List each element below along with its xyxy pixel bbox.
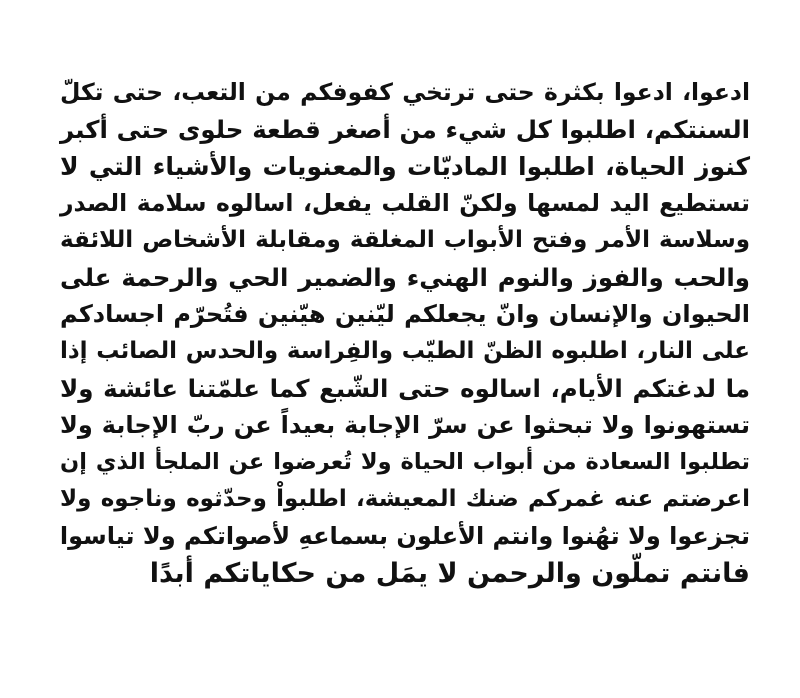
text-line: كنوز الحياة، اطلبوا الماديّات والمعنويات والأشياء التي لا xyxy=(60,152,750,181)
text-line: والحب والفوز والنوم الهنيء والضمير الحي والرحمة على xyxy=(60,263,750,292)
arabic-text-block xyxy=(60,74,750,592)
text-line: تستهونوا ولا تبحثوا عن سرّ الإجابة بعيداً عن ربّ الإجابة ولا xyxy=(60,411,750,439)
text-line: ما لدغتكم الأيام، اسالوه حتى الشّبع كما علمّتنا عائشة ولا xyxy=(60,374,750,403)
text-line: تطلبوا السعادة من أبواب الحياة ولا تُعرضوا عن الملجأ الذي إن xyxy=(60,449,750,475)
text-line: تستطيع اليد لمسها ولكنّ القلب يفعل، اسالوه سلامة الصدر xyxy=(60,189,750,217)
text-line: وسلاسة الأمر وفتح الأبواب المغلقة ومقابلة الأشخاص اللائقة xyxy=(60,227,750,253)
text-line: تجزعوا ولا تهُنوا وانتم الأعلون بسماعهِ لأصواتكم ولا تياسوا xyxy=(59,522,750,550)
text-line: الحيوان والإنسان وانّ يجعلكم ليّنين هيّنين فتُحرّم اجسادكم xyxy=(60,300,750,328)
text-line: ادعوا، ادعوا بكثرة حتى ترتخي كفوفكم من التعب، حتى تكلّ xyxy=(60,78,750,106)
text-line-last: فانتم تملّون والرحمن لا يمَل من حكاياتكم أبدًا xyxy=(149,558,750,589)
text-line: اعرضتم عنه غمركم ضنك المعيشة، اطلبواْ وحدّثوه وناجوه ولا xyxy=(60,486,750,512)
text-line: على النار، اطلبوه الظنّ الطيّب والفِراسة والحدس الصائب إذا xyxy=(60,338,750,364)
text-line: السنتكم، اطلبوا كل شيء من أصغر قطعة حلوى حتى أكبر xyxy=(60,115,750,144)
